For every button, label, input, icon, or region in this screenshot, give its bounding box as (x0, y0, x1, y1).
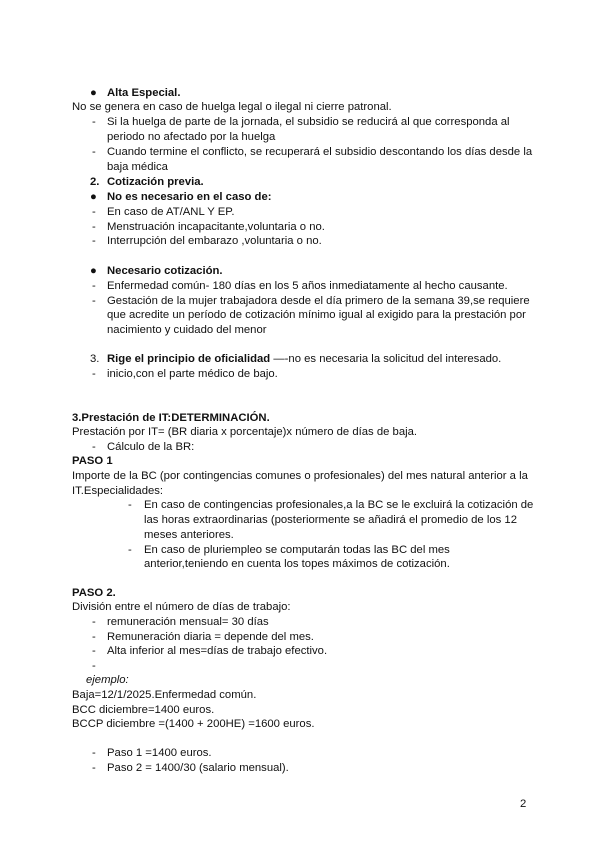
dash-icon: - (92, 645, 96, 657)
dash-icon: - (92, 116, 96, 128)
ejemplo-line: BCC diciembre=1400 euros. (72, 704, 215, 716)
paso-1-text: Importe de la BC (por contingencias comunes o profesionales) del mes natural anterior a la (72, 470, 528, 482)
dash-icon: - (92, 235, 96, 247)
list-item-cont: anterior,teniendo en cuenta los topes máximos de cotización. (144, 558, 450, 570)
dash-icon: - (92, 631, 96, 643)
dash-icon: - (92, 616, 96, 628)
dash-icon: - (92, 221, 96, 233)
dash-icon: - (128, 499, 132, 511)
prestacion-heading: 3.Prestación de IT:DETERMINACIÓN. (72, 412, 270, 424)
dash-icon: - (92, 146, 96, 158)
dash-icon: - (92, 368, 96, 380)
paso-1-heading: PASO 1 (72, 455, 113, 467)
ejemplo-line: Baja=12/1/2025.Enfermedad común. (72, 689, 257, 701)
dash-icon: - (128, 544, 132, 556)
paso-1-text-cont: IT.Especialidades: (72, 485, 164, 497)
bullet-icon: ● (90, 87, 97, 99)
list-item-cont: las horas extraordinarias (posteriormente se añadirá el promedio de los 12 (144, 514, 517, 526)
paso-2-heading: PASO 2. (72, 587, 116, 599)
dash-icon: - (92, 206, 96, 218)
dash-icon: - (92, 747, 96, 759)
dash-icon: - (92, 660, 96, 672)
dash-icon: - (92, 280, 96, 292)
prestacion-formula: Prestación por IT= (BR diaria x porcentaje)x número de días de baja. (72, 426, 418, 438)
dash-icon: - (92, 441, 96, 453)
list-item-cont: baja médica (107, 161, 168, 173)
list-item-cont: que acredite un período de cotización mínimo igual al exigido para la prestación por (107, 309, 526, 321)
paso-2-text: División entre el número de días de trabajo: (72, 601, 291, 613)
ejemplo-line: BCCP diciembre =(1400 + 200HE) =1600 euros. (72, 718, 315, 730)
bullet-icon: ● (90, 191, 97, 203)
list-item-cont: nacimiento y cuidado del menor (107, 324, 267, 336)
page-number: 2 (520, 798, 527, 810)
bullet-icon: ● (90, 265, 97, 277)
ejemplo-label: ejemplo: (86, 674, 129, 686)
list-item-cont: meses anteriores. (144, 529, 234, 541)
dash-icon: - (92, 295, 96, 307)
list-item-cont: periodo no afectado por la huelga (107, 131, 276, 143)
dash-icon: - (92, 762, 96, 774)
alta-note: No se genera en caso de huelga legal o ilegal ni cierre patronal. (72, 101, 392, 113)
